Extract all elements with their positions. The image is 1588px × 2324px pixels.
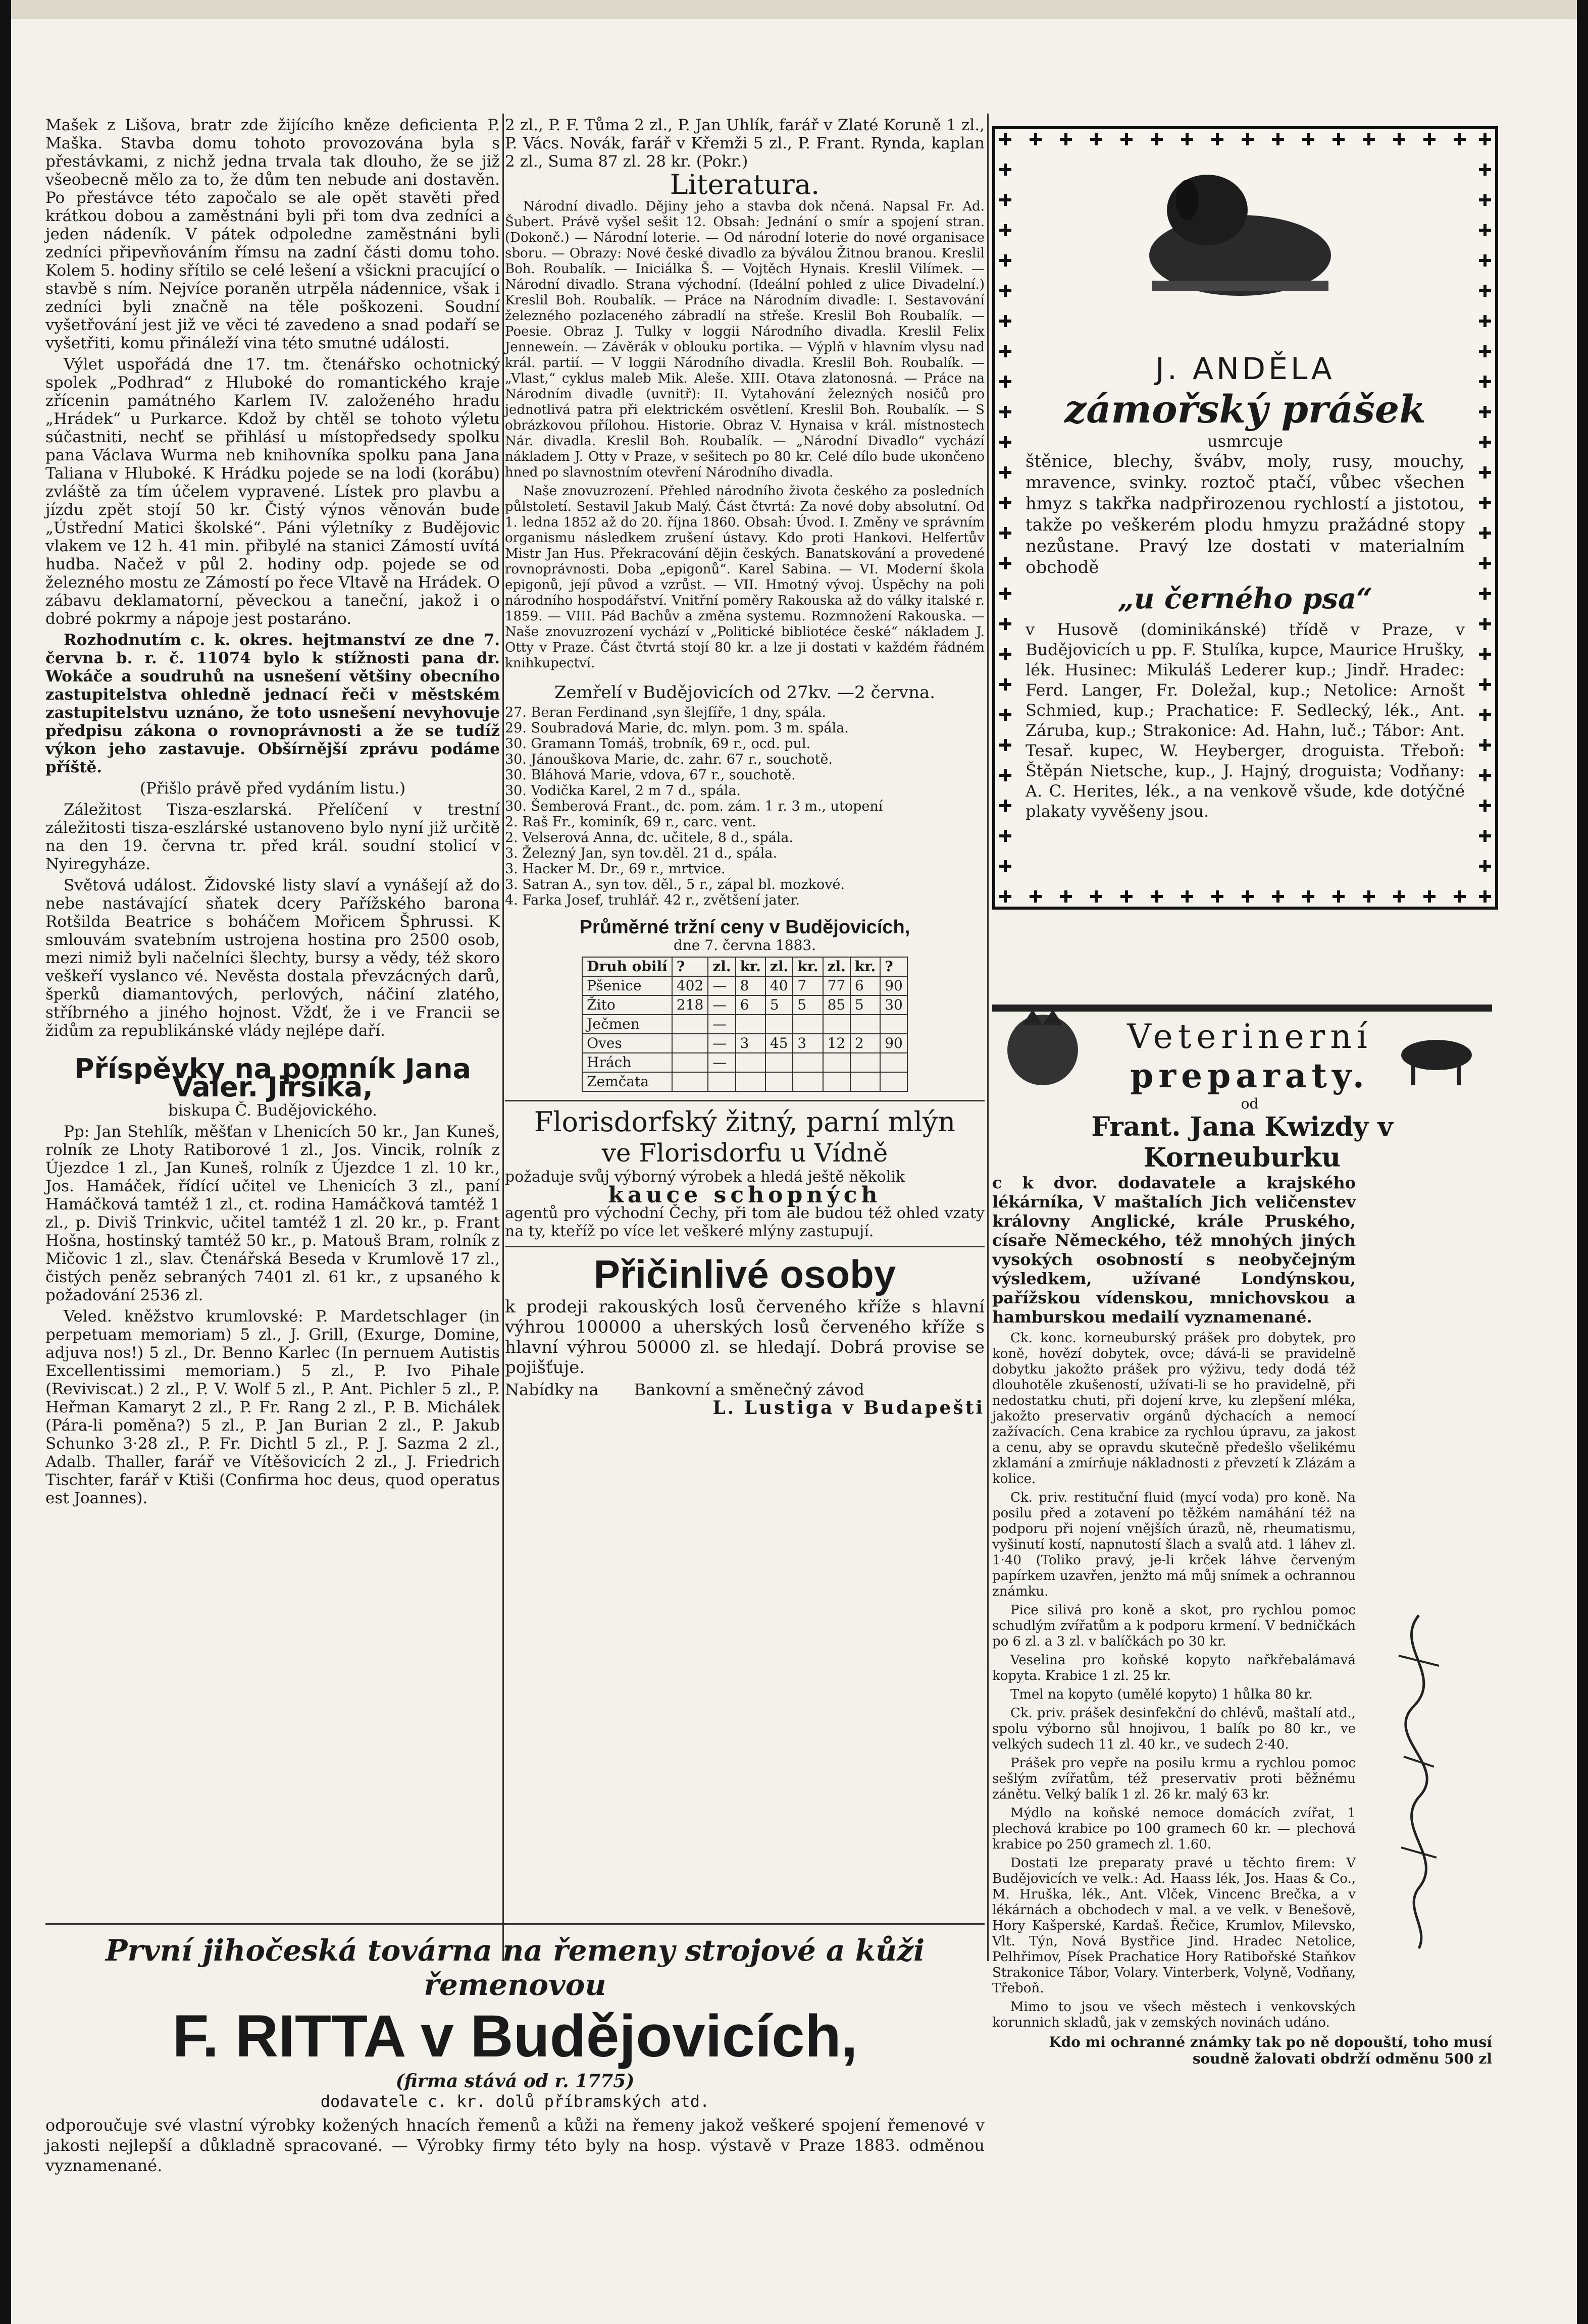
death-entry: 3. Satran A., syn tov. děl., 5 r., zápal bl. mozkové. [505, 877, 845, 892]
vet-item: Ck. priv. prášek desinfekční do chlévů, maštalí atd., spolu výborno sůl hnojivou, 1 balík po 80 kr., ve velkých sudech 11 zl. 40 kr., ve sudech 2·40. [992, 1706, 1356, 1752]
prices-cell [765, 1072, 793, 1091]
column-1 [45, 116, 500, 1510]
prices-row [582, 995, 907, 1015]
prices-cell: 85 [823, 995, 850, 1015]
vet-item: Mýdlo na koňské nemoce domácích zvířat, 1 plechová krabice po 100 gramech 60 kr. — plechová krabice po 250 gramech zl. 1.60. [992, 1806, 1356, 1852]
cross-icon [1004, 345, 1007, 357]
literatura-heading: Literatura. [670, 169, 820, 200]
cross-icon [1337, 133, 1340, 145]
cross-icon [1428, 890, 1431, 903]
prices-cell [736, 1072, 765, 1091]
prices-cell [736, 1015, 765, 1034]
cross-icon [1483, 345, 1487, 357]
prices-cell: 218 [672, 995, 708, 1015]
prices-cell: — [708, 1015, 735, 1034]
cross-icon [1004, 194, 1007, 206]
ritt-line-3: (firma stává od r. 1775) [395, 2071, 635, 2092]
horse-icon [1401, 1040, 1472, 1085]
vet-item: Ck. konc. korneuburský prášek pro dobytek, pro koně, hovězí dobytek, ovce; dává-li se pravidelně dobytku jakožto prášek pro výživu, tedy dodá též dlouhotěle zkušeností, užívati-li se ho pravidelně, při nedostatku chuti, při dojení krve, ku zlepšení mléka, jakožto preservativ orgánů dýchacích a nemocí zažívacích. Cena krabice za rychlou úpravu, za jakost a cenu, aby se opravdu skutečně předešlo všelikému zklamání a zmírňuje nákladnosti z převzetí k Zlázám a kolice. [992, 1331, 1356, 1487]
death-entry: 30. Bláhová Marie, vdova, 67 r., souchotě. [505, 767, 796, 783]
article-svetova: Světová událost. Židovské listy slaví a vynášejí až do nebe nastávající sňatek dcery Pařížského barona Rotšilda Beatrice s boháčem Mořicem Šphrussi. K smlouvám svatebním ustrojena hostina pro 2500 osob, mezi nimiž byli načelníci šlechty, bursy a vědy, též skoro veškeří vyslanco vé. Nevěsta dostala převzácných darů, šperků diamantových, perlových, náčiní zlatého, stříbrného a jiného hojnost. Vždť, že i ve Francii se židům za republikánské vlády nejlépe daří. [45, 876, 500, 1040]
cross-icon [1186, 133, 1189, 145]
cross-icon [1483, 497, 1487, 509]
prices-table [582, 957, 908, 1092]
cross-icon [1125, 133, 1128, 145]
vet-maker: Frant. Jana Kwizdy v Korneuburku [1091, 1112, 1393, 1173]
prices-header-row [582, 957, 907, 976]
angela-shop-body: v Husově (dominikánské) třídě v Praze, v Budějovicích u pp. F. Stulíka, kupce, Maurice Hrušky, lék. Husinec: Mikuláš Lederer kup.; Jindř. Hradec: Ferd. Langer, Fr. Doležal, kup.; Netolice: Arnošt Schmied, kup.; Prachatice: F. Sedlecký, lék., Ant. Záruba, kup.; Strakonice: Ad. Hahn, luč.; Tábor: Ant. Tesař. kupec, W. Heyberger, droguista. Třeboň: Štěpán Nietsche, kup., J. Hajný, droguista; Vodňany: A. C. Herites, lék., a na venkově všude, kde dotýčné plakaty vyvěšeny jsou. [1026, 620, 1465, 821]
cross-icon [1483, 830, 1487, 842]
prices-date: dne 7. června 1883. [673, 937, 816, 954]
prices-cell: Hrách [582, 1053, 672, 1072]
osoby-contact [505, 1381, 985, 1399]
prices-cell: Pšenice [582, 976, 672, 995]
prices-row [582, 1053, 907, 1072]
prices-cell [672, 1034, 708, 1053]
angela-shop: „u černého psa“ [1117, 582, 1373, 615]
cross-icon [1004, 618, 1007, 630]
cross-icon [1483, 194, 1487, 206]
cross-icon [1483, 709, 1487, 721]
cross-icon [1483, 224, 1487, 236]
jirsik-heading: Příspěvky na pomník Jana Valer. Jirsíka, [74, 1053, 472, 1103]
cross-icon [1458, 890, 1461, 903]
jirsik-subheading: biskupa Č. Budějovického. [168, 1101, 377, 1120]
vet-warning: Kdo mi ochranné známky tak po ně dopouští, toho musí soudně žalovati obdrží odměnu 500 zl [1049, 2034, 1492, 2067]
cross-icon [1004, 557, 1007, 569]
cross-icon [1155, 133, 1158, 145]
cross-icon [1004, 830, 1007, 842]
prices-cell: 7 [793, 976, 823, 995]
prices-row [582, 976, 907, 995]
cross-icon [1483, 436, 1487, 448]
prices-cell: 402 [672, 976, 708, 995]
vet-item: Veselina pro koňské kopyto nařkřebalámavá kopyta. Krabice 1 zl. 25 kr. [992, 1653, 1356, 1683]
prices-header-cell: Druh obilí [582, 957, 672, 976]
prices-cell [880, 1072, 907, 1091]
cross-icon [1483, 618, 1487, 630]
prices-cell: 90 [880, 1034, 907, 1053]
prices-row [582, 1015, 907, 1034]
article-tisza: Záležitost Tisza-eszlarská. Přelíčení v trestní záležitosti tisza-eszlárské ustanoveno bylo nyní již určitě na den 19. června tr. před král. soudní stolicí v Nyiregyháze. [45, 801, 500, 873]
prices-cell [672, 1053, 708, 1072]
death-entry: 4. Farka Josef, truhlář. 42 r., zvětšení jater. [505, 892, 800, 908]
prices-cell: 90 [880, 976, 907, 995]
prices-cell: Ječmen [582, 1015, 672, 1034]
prices-cell [736, 1053, 765, 1072]
ritt-line-2: F. RITTA v Budějovicích, [172, 2003, 858, 2070]
cross-icon [1483, 800, 1487, 812]
cross-icon [1125, 890, 1128, 903]
prices-cell: 3 [736, 1034, 765, 1053]
cross-icon [1307, 890, 1310, 903]
cross-icon [1483, 739, 1487, 751]
cross-icon [1483, 133, 1487, 145]
prices-header-cell: zl. [708, 957, 735, 976]
cross-icon [1216, 890, 1219, 903]
cross-icon [1483, 557, 1487, 569]
mill-title-1: Florisdorfský žitný, parní mlýn [534, 1106, 956, 1138]
jirsik-para-2: Veled. kněžstvo krumlovské: P. Mardetschlager (in perpetuam memoriam) 5 zl., J. Grill, (Exurge, Domine, adjuva nos!) 5 zl., Dr. Benno Karlec (In pernuem Autistis Excellentissimi memoriam.) 5 zl., P. Ivo Pihale (Reviviscat.) 2 zl., P. V. Wolf 5 zl., P. Ant. Pichler 5 zl., P. Heřman Kamaryt 2 zl., P. Fr. Rang 2 zl., P. B. Michálek (Pára-li poměna?) 5 zl., P. Jan Burian 2 zl., P. Jakub Schunko 3·28 zl., P. Fr. Dichtl 5 zl., P. J. Sazma 2 zl., Adalb. Thaller, farář ve Vítěšovicích 2 zl., J. Friedrich Tischter, farář v Ktiši (Confirma hoc deus, quod operatus est Joannes). [45, 1307, 500, 1507]
cross-icon [1483, 588, 1487, 600]
cross-icon [1483, 285, 1487, 297]
article-rozhodnutim: Rozhodnutím c. k. okres. hejtmanství ze dne 7. června b. r. č. 11074 bylo k stížnosti pana dr. Wokáče a soudruhů na usnešení většiny obecního zastupitelstva ohledně jednací řeči v městském zastupitelstvu uznáno, že toto usnešení nevyhovuje předpisu zákona o rovnoprávnosti a že se tudíž výkon jeho zastavuje. Obšírnější zprávu podáme příště. [45, 631, 500, 776]
cross-icon [1004, 800, 1007, 812]
osoby-contact-2: Bankovní a směnečný závod [634, 1380, 864, 1399]
jirsik-para-1: Pp: Jan Stehlík, měšťan v Lhenicích 50 kr., Jan Kuneš, rolník ze Lhoty Ratiborové 1 zl., Jos. Vincik, rolník z Újezdce 1 zl., Jan Kuneš, rolník z Újezdce 1 zl. 10 kr., Jos. Hamáček, řídící učitel ve Lhenicích 3 zl., paní Hamáčková tamtéž 1 zl., ct. rodina Hamáčková tamtéž 1 zl., p. Diviš Trinkvic, učitel tamtéž 1 zl. 20 kr., p. Frant Hošna, hostinský tamtéž 50 kr., p. Matouš Bram, rolník z Mičovic 1 zl., slav. Čtenářská Beseda v Krumlově 17 zl., čistých peněz sebraných 7401 zl. 61 kr., z upsaného k požadování 2536 zl. [45, 1123, 500, 1304]
cross-icon [1095, 133, 1098, 145]
cross-icon [1483, 254, 1487, 267]
note-prislo: (Přišlo právě před vydáním listu.) [139, 779, 406, 798]
prices-heading: Průměrné tržní ceny v Budějovicích, [579, 917, 910, 938]
vet-items [992, 1331, 1356, 2031]
mill-body: požaduje svůj výborný výrobek a hledá ještě několik [505, 1168, 905, 1186]
prices-header-cell: kr. [736, 957, 765, 976]
death-entry: 30. Gramann Tomáš, trobník, 69 r., ocd. pul. [505, 736, 811, 752]
vet-item: Ck. priv. restituční fluid (mycí voda) pro koně. Na posilu před a zotavení po těžkém namáhání též na podporu při nojení vnějších úrazů, ně, rheumatismu, vyšinutí kostí, napnutostí šlach a svalů atd. 1 láhev zl. 1·40 (Toliko pravý, je-li krček láhve červeným papírkem uzavřen, jenžto má můj snímek a ochrannou známku. [992, 1490, 1356, 1599]
angela-product: zámořský prášek [1064, 387, 1426, 432]
vet-item: Dostati lze preparaty pravé u těchto firem: V Budějovicích ve velk.: Ad. Haass lék, Jos. Haas & Co., M. Hruška, lék., Ant. Vlček, Vincenc Brečka, a v lékárnách a obchodech v mal. a ve velk. v Benešově, Hory Kašperské, Kardaš. Řečice, Krumlov, Milevsko, Vlt. Týn, Nová Bystřice Jind. Hradec Netolice, Pelhřimov, Písek Prachatice Hory Ratibořské Staňkov Strakonice Tábor, Volary. Vinterberk, Volyně, Vodňany, Třeboň. [992, 1856, 1356, 1996]
vet-item: Tmel na kopyto (umělé kopyto) 1 hůlka 80 kr. [1010, 1687, 1313, 1702]
osoby-body: k prodeji rakouských losů červeného kříže s hlavní výhrou 100000 a uherských losů červeného kříže s hlavní výhrou 50000 zl. se hledají. Dobrá provise se pojišťuje. [505, 1297, 985, 1378]
cross-icon [1004, 376, 1007, 388]
prices-cell [672, 1015, 708, 1034]
cross-icon [1307, 133, 1310, 145]
column-rule-2 [987, 114, 989, 1961]
cross-icon [1004, 739, 1007, 751]
prices-cell [793, 1015, 823, 1034]
cross-icon [1004, 648, 1007, 660]
ritt-line-1: První jihočeská továrna na řemeny strojové a kůži řemenovou [105, 1933, 925, 2002]
prices-cell: Zemčata [582, 1072, 672, 1091]
cross-icon [1483, 890, 1487, 903]
osoby-contact-1: Nabídky na [505, 1380, 599, 1399]
cross-icon [1004, 860, 1007, 872]
cross-icon [1483, 678, 1487, 691]
angela-ad [992, 126, 1498, 910]
cross-icon [1428, 133, 1431, 145]
cross-icon [1064, 890, 1067, 903]
cross-icon [1004, 678, 1007, 691]
cross-icon [1483, 164, 1487, 176]
cross-icon [1367, 133, 1370, 145]
prices-header-cell: kr. [850, 957, 880, 976]
article-mašek: Mašek z Lišova, bratr zde žijícího kněze deficienta P. Maška. Stavba domu tohoto provozována byla s přestávkami, z nichž jedna trvala tak dlouho, že se již všeobecně mělo za to, že dům ten nebude ani dostavěn. Po přestávce této započalo se ale opět stavěti před krátkou dobou a zaměstnáni byli při tom dva zedníci a jeden nádeník. V pátek odpoledne zaměstnáni byli zedníci připevňováním římsu na zadní části domu toho. Kolem 5. hodiny sřítilo se celé lešení a všickni pracující o stavbě s ním. Nejvíce poraněn utrpěla nádennice, však i zedníci byli značně na těle poškozeni. Soudní vyšetřování jest již ve věci té zavedeno a snad podaří se vyšetřiti, komu přináleží vina této smutné události. [45, 116, 500, 352]
vet-intro: c k dvor. dodavatele a krajského lékárníka, V maštalích Jich veličenstev královny Anglické, krále Pruského, císaře Německého, též mnohých jiných vysokých osobností s neobyčejným výsledkem, užívané Londýnskou, pařížskou vídenskou, mnichovskou a hamburskou medailí vyznamenané. [992, 1173, 1356, 1327]
cross-icon [1004, 769, 1007, 781]
mill-kauce: kauce schopných [608, 1182, 882, 1208]
prices-cell [765, 1015, 793, 1034]
cross-icon [1004, 709, 1007, 721]
jirsik-continued: 2 zl., P. F. Tůma 2 zl., P. Jan Uhlík, farář v Zlaté Koruně 1 zl., P. Vács. Novák, farář v Křemži 5 zl., P. Frant. Rynda, kaplan 2 zl., Suma 87 zl. 28 kr. (Pokr.) [505, 116, 985, 171]
cross-icon [1004, 315, 1007, 327]
ritt-body: odporoučuje své vlastní výrobky kožených hnacích řemenů a kůži na řemeny jakož veškeré spojení řemenové v jakosti nejlepší a důkladně spracované. — Výrobky firmy této byly na hosp. výstavě v Praze 1883. odměnou vyznamenané. [45, 2116, 985, 2175]
prices-cell: 6 [736, 995, 765, 1015]
prices-cell: 45 [765, 1034, 793, 1053]
prices-header-cell: ? [880, 957, 907, 976]
literatura-para-2: Naše znovuzrození. Přehled národního života českého za posledních půlstoletí. Sestavil Jakub Malý. Část čtvrtá: Za nové doby absolutní. Od 1. ledna 1852 až do 20. října 1860. Obsah: Úvod. I. Změny ve správním organismu následkem zrušení ústavy. Kdo proti Hankovi. Helfertův Mistr Jan Hus. Překracování dějin českých. Banatskování a provedené rovnoprávnosti. Doba „epigonů“. Karel Sabina. — VI. Moderní škola epigonů, její původ a vzrůst. — VII. Hmotný vývoj. Úspěchy na poli národního hospodářství. Vnitřní poměry Rakouska až do války italské r. 1859. — VIII. Pád Bachův a změna systemu. Rozmnožení Rakouska. — Naše znovuzrození vychází v „Politické bibliotéce české“ nákladem J. Otty v Praze. Část čtvrtá stojí 80 kr. a lze ji dostati v každém řádném knihkupectví. [505, 484, 985, 671]
ritt-line-4: dodavatele c. kr. dolů příbramských atd. [320, 2092, 710, 2111]
prices-cell: 12 [823, 1034, 850, 1053]
cross-icon [1004, 285, 1007, 297]
prices-cell [793, 1053, 823, 1072]
prices-cell [765, 1053, 793, 1072]
cross-icon [1337, 890, 1340, 903]
osoby-contact-3: L. Lustiga v Budapešti [712, 1397, 985, 1418]
cross-icon [1276, 133, 1279, 145]
cross-icon [1483, 406, 1487, 418]
death-entry: 29. Soubradová Marie, dc. mlyn. pom. 3 m. spála. [505, 720, 849, 736]
prices-cell: — [708, 1053, 735, 1072]
cross-icon [1276, 890, 1279, 903]
prices-cell: 2 [850, 1034, 880, 1053]
prices-row [582, 1072, 907, 1091]
prices-cell: Oves [582, 1034, 672, 1053]
death-entry: 30. Šemberová Frant., dc. pom. zám. 1 r. 3 m., utopení [505, 799, 883, 814]
vet-item: Prášek pro vepře na posilu krmu a rychlou pomoc sešlým zvířatům, též preservativ proti běžnému zánětu. Velký balík 1 zl. 26 kr. malý 63 kr. [992, 1756, 1356, 1802]
angela-usmrcuje: usmrcuje [1207, 432, 1284, 451]
vet-title-1: Veterinerní [1127, 1017, 1372, 1056]
ritt-ad [45, 1933, 985, 2176]
vet-title-2: preparaty. [1130, 1056, 1369, 1095]
prices-cell: 5 [765, 995, 793, 1015]
handwritten-signature [1373, 1605, 1464, 1959]
ritt-ad-rule [45, 1923, 985, 1925]
prices-header-cell: kr. [793, 957, 823, 976]
cross-icon [1367, 890, 1370, 903]
angela-name: J. ANDĚLA [1155, 351, 1335, 387]
prices-cell: 77 [823, 976, 850, 995]
cross-icon [1458, 133, 1461, 145]
osoby-ad [505, 1246, 985, 1417]
death-entry: 30. Vodička Karel, 2 m 7 d., spála. [505, 783, 741, 799]
cross-icon [1186, 890, 1189, 903]
prices-cell: 5 [793, 995, 823, 1015]
cross-icon [1004, 164, 1007, 176]
prices-header-cell: ? [672, 957, 708, 976]
prices-header-cell: zl. [823, 957, 850, 976]
prices-cell [823, 1072, 850, 1091]
literatura-para-1: Národní divadlo. Dějiny jeho a stavba dok nčená. Napsal Fr. Ad. Šubert. Právě vyšel sešit 12. Obsah: Jednání o smír a spojení stran. (Dokonč.) — Národní loterie. — Od národní loterie do nové organisace sboru. — Obrazy: Nové české divadlo za býválou Žitnou branou. Kreslil Boh. Roubalík. — Iniciálka Š. — Vojtěch Hynais. Kreslil Vilímek. — Národní divadlo. Strana východní. (Ideální pohled z ulice Divadelní.) Kreslil Boh. Roubalík. — Práce na Národním divadle: I. Sestavování železného pozlaceného zábradlí na střeše. Kreslil Boh Roubalík. — Poesie. Obraz J. Tulky v loggii Národního divadla. Kreslil Felix Jenneweín. — Závěrák v oblouku portika. — Výplň v hlavním vlysu nad král. partií. — V loggii Národního divadla. Kreslil Boh. Roubalík. — „Vlast,“ cyklus maleb Mik. Aleše. XIII. Otava zlatonosná. — Práce na Národním divadle (uvnitř): II. Vytahování železných nosičů pro jednotlivá patra při elektrickém osvětlení. Kreslil Boh. Roubalík. — S obrázkovou přílohou. Historie. Obraz V. Hynaisa v král. místnostech Nár. divadla. Kreslil Boh. Roubalík. — „Národní Divadlo“ vychází nákladem J. Otty v Praze, v sešitech po 80 kr. Celé dílo bude ukončeno hned po slavnostním otevření Národního divadla. [505, 199, 985, 480]
mill-ad [505, 1100, 985, 1241]
prices-cell: 30 [880, 995, 907, 1015]
cross-icon [1483, 527, 1487, 539]
prices-cell [880, 1053, 907, 1072]
death-entry: 2. Raš Fr., kominík, 69 r., carc. vent. [505, 814, 756, 830]
cross-icon [1483, 769, 1487, 781]
cross-icon [1246, 890, 1249, 903]
cross-icon [1216, 133, 1219, 145]
prices-cell: 40 [765, 976, 793, 995]
prices-cell: — [708, 1034, 735, 1053]
scan-top-strip [0, 0, 1588, 19]
prices-cell [850, 1053, 880, 1072]
death-entry: 3. Hacker M. Dr., 69 r., mrtvice. [505, 861, 726, 877]
cross-icon [1095, 890, 1098, 903]
vet-item: Mimo to jsou ve všech městech i venkovských korunnich skladů, jak v zemských novinách udáno. [992, 1999, 1356, 2030]
cross-icon [1398, 890, 1401, 903]
cross-icon [1064, 133, 1067, 145]
cross-icon [1483, 466, 1487, 479]
prices-cell: 6 [850, 976, 880, 995]
cross-icon [1034, 890, 1037, 903]
prices-cell: Žito [582, 995, 672, 1015]
cross-icon [1004, 466, 1007, 479]
prices-cell [880, 1015, 907, 1034]
death-entry: 27. Beran Ferdinand ,syn šlejfíře, 1 dny, spála. [505, 705, 827, 720]
cross-icon [1246, 133, 1249, 145]
cross-icon [1004, 436, 1007, 448]
cross-icon [1004, 133, 1007, 145]
cross-icon [1483, 376, 1487, 388]
prices-cell [823, 1015, 850, 1034]
prices-cell: 8 [736, 976, 765, 995]
prices-cell [823, 1053, 850, 1072]
cross-icon [1004, 527, 1007, 539]
cross-icon [1004, 890, 1007, 903]
prices-header-cell: zl. [765, 957, 793, 976]
death-entry: 3. Železný Jan, syn tov.děl. 21 d., spála. [505, 846, 778, 861]
vet-od: od [1241, 1095, 1259, 1112]
vet-item: Pice silivá pro koně a skot, pro rychlou pomoc schudlým zvířatům a k podporu krmení. V bedničkách po 6 zl. a 3 zl. v balíčkách po 30 kr. [992, 1603, 1356, 1649]
cross-icon [1004, 406, 1007, 418]
death-entry: 2. Velserová Anna, dc. učitele, 8 d., spála. [505, 830, 794, 846]
prices-row [582, 1034, 907, 1053]
scan-left-edge [0, 0, 11, 2324]
prices-cell [793, 1072, 823, 1091]
column-2 [505, 116, 985, 1417]
article-vylet: Výlet uspořádá dne 17. tm. čtenářsko ochotnický spolek „Podhrad“ z Hluboké do romantického kraje zřícenin památného Karlem IV. založeného hradu „Hrádek“ u Purkarce. Kdož by chtěl se tohoto výletu súčastniti, nechť se přihlásí u místopředsedy spolku pana Václava Wurma neb knihovníka spolku pana Jana Taliana v Hluboké. K Hrádku pojede se na lodi (korábu) zvláště za tím účelem vypravené. Lístek pro plavbu a jízdu zpět stojí 50 kr. Čistý výnos věnován bude „Ústřední Matici školské“. Páni výletníky z Budějovic vlakem ve 12 h. 41 min. přibylé na stanici Zámostí uvítá hudba. Načež v půl 2. hodiny odp. pojede se od železného mostu ze Zámostí po řece Vltavě na Hrádek. O zábavu deklamatorní, pěveckou a taneční, jakož i o dobré pokrmy a nápoje jest postaráno. [45, 355, 500, 628]
cross-icon [1004, 588, 1007, 600]
prices-cell: — [708, 995, 735, 1015]
cross-icon [1483, 648, 1487, 660]
mill-title-2: ve Florisdorfu u Vídně [601, 1138, 888, 1168]
cross-icon [1398, 133, 1401, 145]
deaths-heading: Zemřelí v Budějovicích od 27kv. —2 června. [554, 682, 936, 703]
cross-icon [1155, 890, 1158, 903]
angela-body: štěnice, blechy, švábv, moly, rusy, mouchy, mravence, svinky. roztoč ptačí, vůbec všechen hmyz s takřka nadpřirozenou rychlostí a jistotou, takže po veškerém plodu hmyzu pražádné stopy nezůstane. Pravý lze dostati v materialním obchodě [1026, 451, 1465, 577]
crown-crest-icon [1007, 1010, 1078, 1085]
death-entry: 30. Jánouškova Marie, dc. zahr. 67 r., souchotě. [505, 752, 833, 767]
cross-icon [1004, 254, 1007, 267]
deaths-list [505, 705, 985, 908]
prices-cell: 3 [793, 1034, 823, 1053]
prices-cell: — [708, 976, 735, 995]
prices-cell [708, 1072, 735, 1091]
column-rule-1 [502, 114, 504, 1961]
cross-icon [1483, 860, 1487, 872]
cross-icon [1004, 497, 1007, 509]
osoby-title: Přičinlivé osoby [593, 1252, 896, 1296]
cross-icon [1483, 315, 1487, 327]
prices-cell [672, 1072, 708, 1091]
prices-cell [850, 1072, 880, 1091]
dog-illustration-icon [1132, 149, 1349, 301]
prices-cell: 5 [850, 995, 880, 1015]
cross-icon [1034, 133, 1037, 145]
mill-body-2: agentů pro východní Čechy, při tom ale budou též ohled vzaty na ty, kteříž po více let veškeré mlýny zastupují. [505, 1204, 985, 1240]
prices-cell [850, 1015, 880, 1034]
scan-right-edge [1577, 0, 1588, 2324]
cross-icon [1004, 224, 1007, 236]
